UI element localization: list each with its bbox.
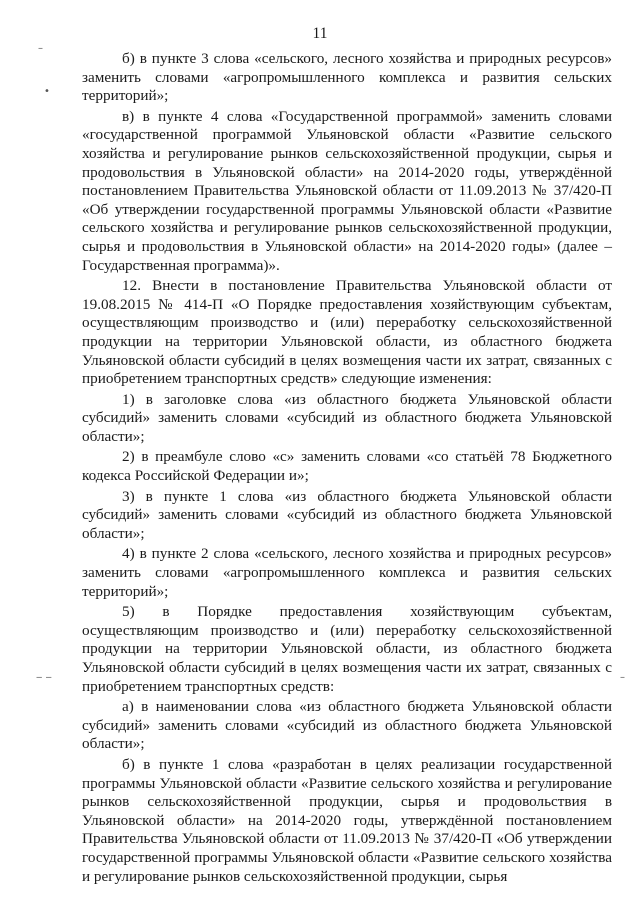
paragraph-12-1: 1) в заголовке слова «из областного бюджета Ульяновской области субсидий» заменить словами «субсидий из областного бюджета Ульяновской области»; (82, 390, 612, 445)
scan-mark: – (38, 43, 43, 54)
paragraph-12: 12. Внести в постановление Правительства Ульяновской области от 19.08.2015 № 414-П «О Порядке предоставления хозяйствующим субъектам, осуществляющим производство и (или) переработку сельскохозяйственной продукции на территории Ульяновской области, из областного бюджета Ульяновской области субсидий в целях возмещения части их затрат, связанных с приобретением транспортных средств» следующие изменения: (82, 277, 612, 388)
paragraph-12-5: 5) в Порядке предоставления хозяйствующим субъектам, осуществляющим производство и (или) переработку сельскохозяйственной продукции на территории Ульяновской области, из областного бюджета Ульяновской области субсидий в целях возмещения части их затрат, связанных с приобретением транспортных средств: (82, 603, 612, 695)
paragraph-12-3: 3) в пункте 1 слова «из областного бюджета Ульяновской области субсидий» заменить словами «субсидий из областного бюджета Ульяновской области»; (82, 487, 612, 542)
paragraph-12-2: 2) в преамбуле слово «с» заменить словами «со статьёй 78 Бюджетного кодекса Российской Федерации и»; (82, 448, 612, 485)
scan-mark: • (44, 86, 50, 97)
document-body (82, 50, 612, 886)
paragraph-12-4: 4) в пункте 2 слова «сельского, лесного хозяйства и природных ресурсов» заменить словами «агропромышленного комплекса и развития сельских территорий»; (82, 545, 612, 600)
paragraph-12-5b: б) в пункте 1 слова «разработан в целях реализации государственной программы Ульяновской области «Развитие сельского хозяйства и регулирование рынков сельскохозяйственной продукции, сырья и продовольствия в Ульяновской области» на 2014-2020 годы, утверждённой постановлением Правительства Ульяновской области от 11.09.2013 № 37/420-П «Об утверждении государственной программы Ульяновской области «Развитие сельского хозяйства и регулирование рынков сельскохозяйственной продукции, сырья (82, 755, 612, 885)
paragraph-3c: в) в пункте 4 слова «Государственной программой» заменить словами «государственной программой Ульяновской области «Развитие сельского хозяйства и регулирование рынков сельскохозяйственной продукции, сырья и продовольствия в Ульяновской области» на 2014-2020 годы, утверждённой постановлением Правительства Ульяновской области от 11.09.2013 № 37/420-П «Об утверждении государственной программы Ульяновской области «Развитие сельского хозяйства и регулирование рынков сельскохозяйственной продукции, сырья и продовольствия в Ульяновской области» на 2014-2020 годы» (далее – Государственная программа)». (82, 107, 612, 274)
paragraph-3b: б) в пункте 3 слова «сельского, лесного хозяйства и природных ресурсов» заменить словами «агропромышленного комплекса и развития сельских территорий»; (82, 50, 612, 105)
page-number: 11 (312, 25, 328, 42)
scan-mark: – (620, 672, 625, 683)
paragraph-12-5a: а) в наименовании слова «из областного бюджета Ульяновской области субсидий» заменить словами «субсидий из областного бюджета Ульяновской области»; (82, 698, 612, 753)
scan-mark: ‒ ‒ (36, 672, 52, 683)
